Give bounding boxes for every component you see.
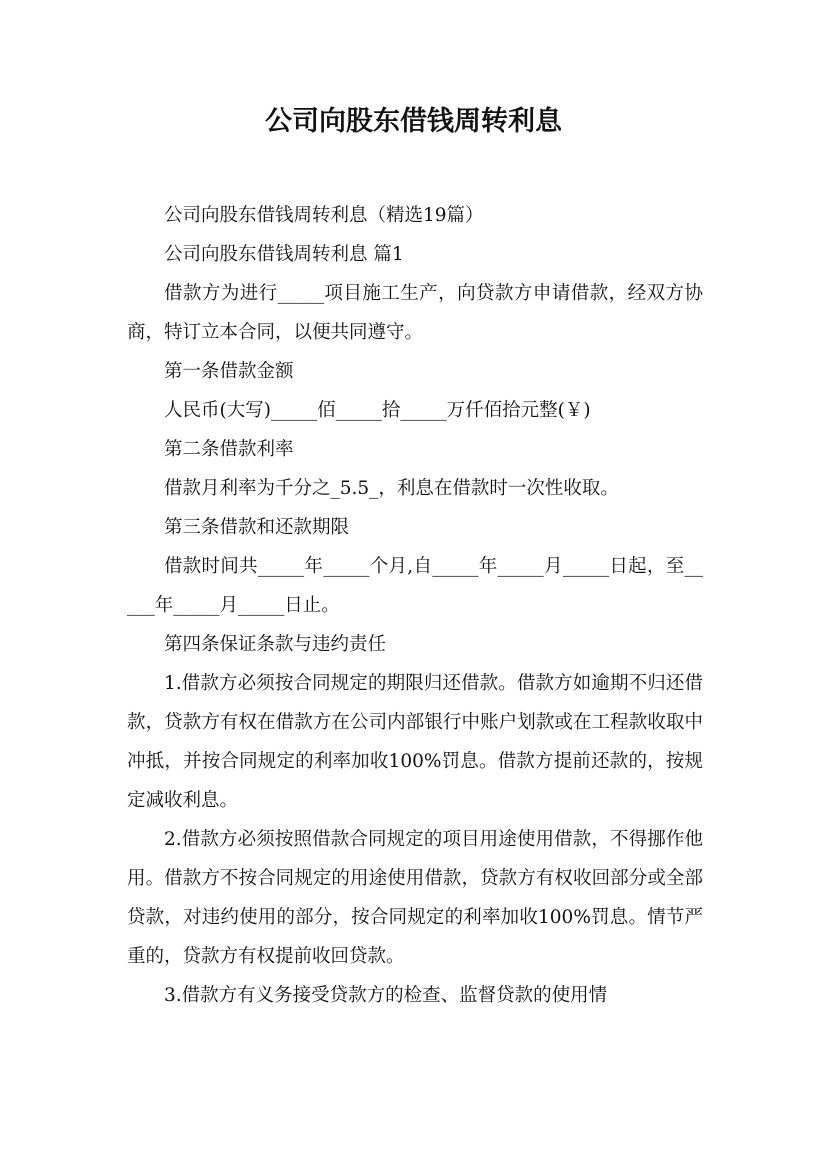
paragraph-section-heading: 公司向股东借钱周转利息 篇1 xyxy=(164,244,404,265)
paragraph-amount: 人民币(大写)_____佰_____拾_____万仟佰拾元整(￥) xyxy=(164,400,591,421)
document-body xyxy=(127,196,703,1015)
clause-3: 3.借款方有义务接受贷款方的检查、监督贷款的使用情 xyxy=(164,985,608,1006)
article-heading-1: 第一条借款金额 xyxy=(164,361,294,382)
paragraph-rate: 借款月利率为千分之_5.5_，利息在借款时一次性收取。 xyxy=(164,478,619,499)
paragraph-term: 借款时间共_____年_____个月,自_____年_____月_____日起，至_____年_____月_____日止。 xyxy=(127,556,703,616)
article-heading-4: 第四条保证条款与违约责任 xyxy=(164,634,387,655)
article-heading-3: 第三条借款和还款期限 xyxy=(164,517,350,538)
clause-2: 2.借款方必须按照借款合同规定的项目用途使用借款，不得挪作他用。借款方不按合同规定的用途使用借款，贷款方有权收回部分或全部贷款，对违约使用的部分，按合同规定的利率加收100%罚息。情节严重的，贷款方有权提前收回贷款。 xyxy=(127,829,703,967)
clause-1: 1.借款方必须按合同规定的期限归还借款。借款方如逾期不归还借款，贷款方有权在借款方在公司内部银行中账户划款或在工程款收取中冲抵，并按合同规定的利率加收100%罚息。借款方提前还款的，按规定减收利息。 xyxy=(127,673,703,811)
document-title: 公司向股东借钱周转利息 xyxy=(265,106,562,137)
paragraph-subtitle: 公司向股东借钱周转利息（精选19篇） xyxy=(164,205,484,226)
paragraph-intro: 借款方为进行_____项目施工生产，向贷款方申请借款，经双方协商，特订立本合同，以便共同遵守。 xyxy=(127,283,703,343)
article-heading-2: 第二条借款利率 xyxy=(164,439,294,460)
